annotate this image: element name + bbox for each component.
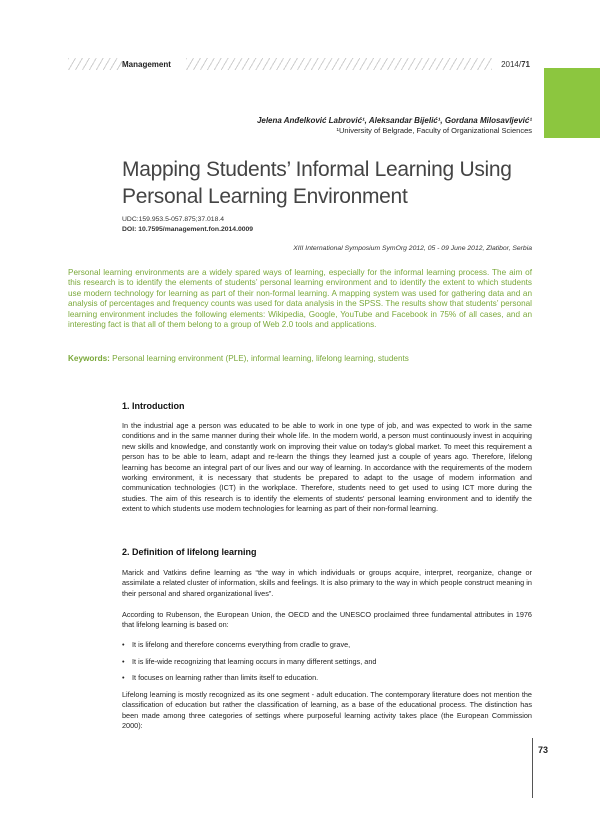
section-heading-lifelong-learning: 2. Definition of lifelong learning bbox=[122, 547, 257, 557]
journal-issue bbox=[501, 60, 530, 69]
introduction-paragraph: In the industrial age a person was educated to be able to work in one type of job, and was expected to work in the same conditions and in the same manner during their whole life. In the modern world, a person must continuously invest in acquiring new skills and knowledge, and constantly work on improving their value on today’s global market. To meet this requirement a person has to be able to learn, adapt and re-learn the things they learned just a couple of years ago. Therefore, lifelong learning has become an integral part of our lives and our way of learning. In accordance with the requirements of the modern working environment, it is necessary that students be prepared to adapt to the usage of modern information and communication technologies (ICT) in the workplace. Therefore, students need to get used to using ICT more during the studies. The aim of this research is to identify the elements of students’ personal learning environment and to identify the extent to which students use modern technologies for learning as part of their non-formal learning. bbox=[122, 421, 532, 514]
list-item: • It is life-wide recognizing that learning occurs in many different settings, and bbox=[122, 657, 532, 667]
header-hatch-left bbox=[68, 58, 122, 70]
definition-paragraph: Marick and Vatkins define learning as “the way in which individuals or groups acquire, interpret, reorganize, change or assimilate a related cluster of information, skills and feelings. It is also primary to the way in which people construct meaning in their personal and shared organizational lives”. bbox=[122, 568, 532, 598]
section-heading-introduction: 1. Introduction bbox=[122, 401, 185, 411]
footer-divider bbox=[532, 738, 533, 798]
udc-code: UDC:159.953.5-057.875;37.018.4 bbox=[122, 216, 225, 223]
green-accent-block bbox=[544, 68, 600, 138]
keywords-values: Personal learning environment (PLE), informal learning, lifelong learning, students bbox=[112, 354, 409, 363]
adult-education-paragraph: Lifelong learning is mostly recognized as its one segment - adult education. The contemporary literature does not mention the classification of education but rather the classification of learning, as a base of the educational process. The distinction has been made among three categories of settings where purposeful learning activity takes place (the European Commission 2000): bbox=[122, 690, 532, 731]
header-hatch-right bbox=[186, 58, 492, 70]
article-title-line-2: Personal Learning Environment bbox=[122, 185, 408, 208]
keywords-line bbox=[68, 354, 532, 363]
list-item: • It focuses on learning rather than limits itself to education. bbox=[122, 673, 532, 683]
attributes-list bbox=[122, 640, 532, 690]
doi-link[interactable]: DOI: 10.7595/management.fon.2014.0009 bbox=[122, 226, 254, 233]
list-item: • It is lifelong and therefore concerns everything from cradle to grave, bbox=[122, 640, 532, 650]
keywords-label: Keywords: bbox=[68, 354, 110, 363]
abstract-text: Personal learning environments are a widely spared ways of learning, especially for the informal learning process. The aim of this research is to identify the elements of students’ personal learning environment and to identify the extent to which students use modern technology for learning as part of their non-formal learning. A mapping system was used for gathering data and an analysis of percentages and frequency counts was used for data analysis in the SPSS. The results show that students’ personal learning environment includes the following elements: Wikipedia, Google, YouTube and Facebook in 75% of all cases, and an interesting fact is that all of them belong to a group of Web 2.0 tools and applications. bbox=[68, 268, 532, 330]
author-list: Jelena Anđelković Labrović¹, Aleksandar Bijelić¹, Gordana Milosavljević¹ bbox=[256, 116, 532, 125]
article-title bbox=[122, 156, 522, 210]
rubenson-paragraph: According to Rubenson, the European Union, the OECD and the UNESCO proclaimed three fundamental attributes in 1976 that lifelong learning is based on: bbox=[122, 610, 532, 630]
symposium-note: XIII International Symposium SymOrg 2012, 05 - 09 June 2012, Zlatibor, Serbia bbox=[293, 245, 532, 252]
page-number: 73 bbox=[538, 745, 549, 755]
journal-issue-number: 71 bbox=[521, 60, 530, 69]
journal-year: 2014/ bbox=[501, 60, 522, 69]
journal-section-label: Management bbox=[122, 60, 171, 69]
author-affiliation: ¹University of Belgrade, Faculty of Organizational Sciences bbox=[336, 126, 532, 135]
article-title-line-1: Mapping Students’ Informal Learning Using bbox=[122, 158, 512, 181]
